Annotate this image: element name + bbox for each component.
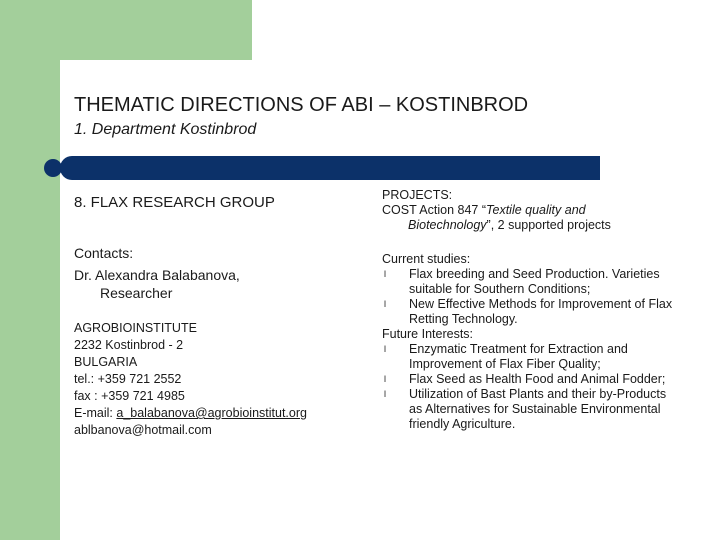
address-org: AGROBIOINSTITUTE: [74, 321, 197, 335]
projects-line-1: [382, 203, 682, 218]
divider-bar: [60, 156, 600, 180]
address-block: [74, 320, 374, 439]
projects-line-2-italic: Biotechnology: [408, 218, 487, 232]
email-link[interactable]: a_balabanova@agrobioinstitut.org: [116, 406, 307, 420]
bullet-icon: l: [384, 269, 386, 279]
bullet-icon: l: [384, 374, 386, 384]
group-heading: 8. FLAX RESEARCH GROUP: [74, 194, 275, 211]
green-side-band: [0, 0, 60, 540]
list-item: l Flax Seed as Health Food and Animal Fodder;: [384, 372, 666, 386]
projects-line-2: [382, 218, 682, 233]
bullet-icon: l: [384, 389, 386, 399]
address-country: BULGARIA: [74, 355, 138, 369]
projects-block: [382, 188, 682, 233]
page-title: THEMATIC DIRECTIONS OF ABI – KOSTINBROD: [74, 94, 529, 116]
projects-line-1-italic: Textile quality and: [486, 203, 586, 217]
contact-role: Researcher: [100, 285, 173, 301]
list-item: l Utilization of Bast Plants and their by-Products as Alternatives for Sustainable Environmental friendly Agriculture.: [384, 387, 667, 431]
current-studies-heading: Current studies:: [382, 252, 471, 266]
contact-person: [74, 266, 344, 302]
projects-heading: PROJECTS:: [382, 188, 453, 202]
green-top-band: [0, 0, 252, 60]
future-interests-heading: Future Interests:: [382, 327, 474, 341]
address-email-line: [74, 405, 374, 422]
current-studies-list: [382, 267, 682, 327]
address-email-2: ablbanova@hotmail.com: [74, 423, 212, 437]
contact-name: Dr. Alexandra Balabanova,: [74, 267, 240, 283]
future-interests-list: [382, 342, 682, 432]
page-subtitle: 1. Department Kostinbrod: [74, 121, 257, 138]
address-fax: fax : +359 721 4985: [74, 389, 185, 403]
bullet-icon: l: [384, 299, 386, 309]
address-tel: tel.: +359 721 2552: [74, 372, 182, 386]
projects-line-1-text: COST Action 847 “: [382, 203, 486, 217]
bullet-icon: l: [384, 344, 386, 354]
list-item: l Enzymatic Treatment for Extraction and Improvement of Flax Fiber Quality;: [384, 342, 628, 371]
address-street: 2232 Kostinbrod - 2: [74, 338, 184, 352]
projects-line-2-text: ”, 2 supported projects: [486, 218, 611, 232]
list-item: l Flax breeding and Seed Production. Varieties suitable for Southern Conditions;: [384, 267, 660, 296]
contacts-label: Contacts:: [74, 245, 134, 261]
studies-block: [382, 252, 682, 432]
list-item: l New Effective Methods for Improvement of Flax Retting Technology.: [384, 297, 673, 326]
email-prefix: E-mail:: [74, 406, 117, 420]
